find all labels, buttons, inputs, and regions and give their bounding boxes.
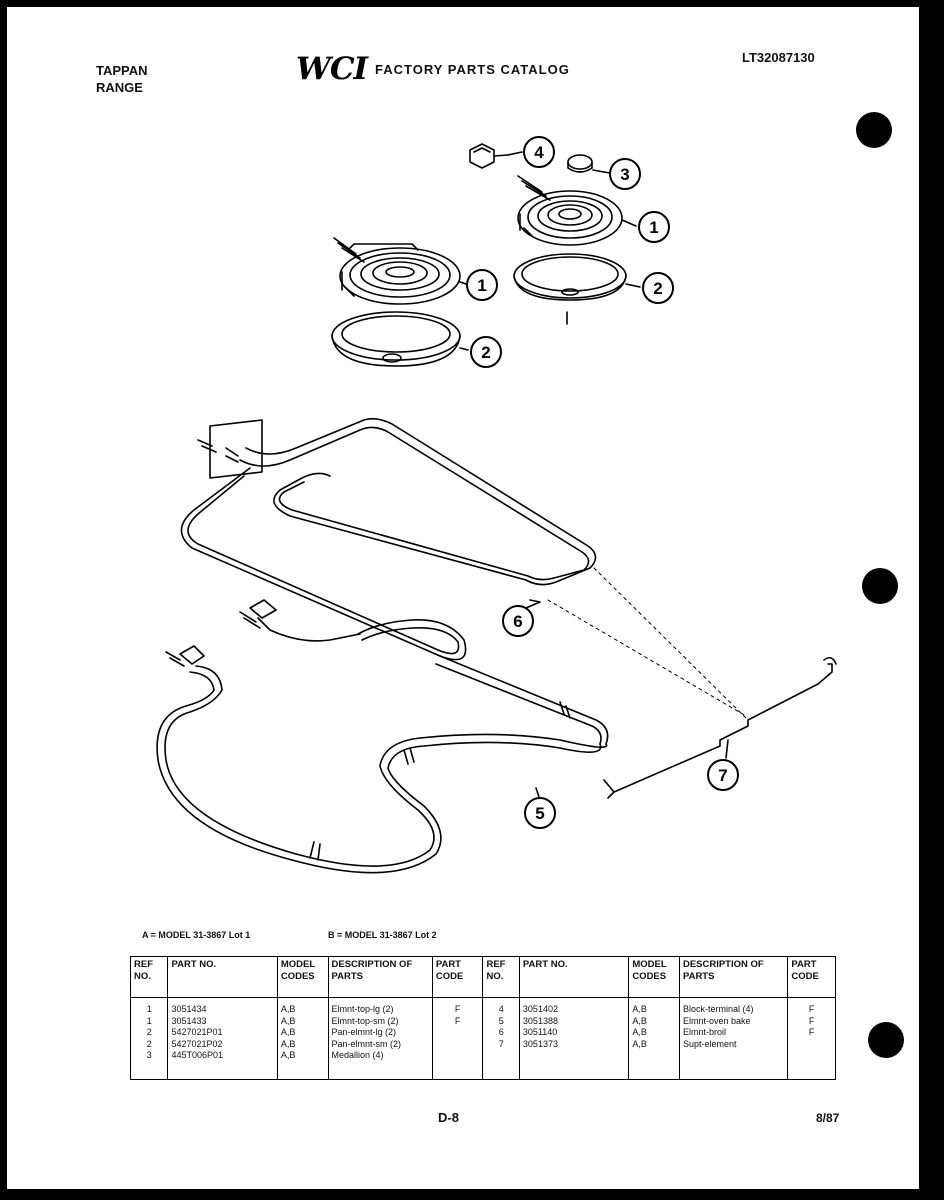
page-number: D-8 bbox=[438, 1110, 459, 1125]
callout-2-left bbox=[471, 337, 501, 367]
svg-text:1: 1 bbox=[649, 218, 659, 237]
ref-column-left: 1 1 2 2 3 bbox=[131, 998, 168, 1080]
svg-text:7: 7 bbox=[718, 766, 728, 785]
callout-5 bbox=[525, 798, 555, 828]
product-type: RANGE bbox=[96, 80, 143, 95]
pcode-column-right: F F F bbox=[788, 998, 836, 1080]
header-model-codes: MODEL CODES bbox=[277, 957, 328, 998]
model-legend-a: A = MODEL 31-3867 Lot 1 bbox=[142, 930, 251, 940]
callout-2-right bbox=[643, 273, 673, 303]
desc-column-left: Elmnt-top-lg (2) Elmnt-top-sm (2) Pan-elmnt-lg (2) Pan-elmnt-sm (2) Medallion (4) bbox=[328, 998, 432, 1080]
desc-column-right: Block-terminal (4) Elmnt-oven bake Elmnt-broil Supt-element bbox=[679, 998, 787, 1080]
table-row bbox=[131, 998, 836, 1080]
pcode-column-left: F F bbox=[432, 998, 483, 1080]
part-column-right: 3051402 3051388 3051140 3051373 bbox=[519, 998, 628, 1080]
drip-pan-small bbox=[514, 254, 640, 324]
codes-column-right: A,B A,B A,B A,B bbox=[629, 998, 680, 1080]
callout-3 bbox=[610, 159, 640, 189]
header-part-code: PART CODE bbox=[788, 957, 836, 998]
binder-hole-bottom bbox=[868, 1022, 904, 1058]
svg-text:3: 3 bbox=[620, 165, 630, 184]
terminal-block-part bbox=[470, 144, 508, 168]
svg-text:1: 1 bbox=[477, 276, 487, 295]
wci-logo: WCI bbox=[296, 51, 367, 87]
svg-text:2: 2 bbox=[481, 343, 491, 362]
svg-text:2: 2 bbox=[653, 279, 663, 298]
surface-element-large bbox=[334, 238, 466, 304]
model-legend-b: B = MODEL 31-3867 Lot 2 bbox=[328, 930, 437, 940]
header-description: DESCRIPTION OF PARTS bbox=[679, 957, 787, 998]
broil-element bbox=[181, 419, 607, 744]
svg-text:4: 4 bbox=[534, 143, 544, 162]
callout-1-left bbox=[467, 270, 497, 300]
part-column-left: 3051434 3051433 5427021P01 5427021P02 445T006P01 bbox=[168, 998, 277, 1080]
header-ref-no: REF NO. bbox=[131, 957, 168, 998]
callout-7 bbox=[708, 760, 738, 790]
svg-text:6: 6 bbox=[513, 612, 523, 631]
header-part-code: PART CODE bbox=[432, 957, 483, 998]
header-model-codes: MODEL CODES bbox=[629, 957, 680, 998]
callout-6 bbox=[503, 606, 533, 636]
parts-table bbox=[130, 956, 836, 1080]
medallion-part bbox=[568, 155, 604, 172]
header-description: DESCRIPTION OF PARTS bbox=[328, 957, 432, 998]
codes-column-left: A,B A,B A,B A,B A,B bbox=[277, 998, 328, 1080]
brand-name: TAPPAN bbox=[96, 63, 148, 78]
revision-date: 8/87 bbox=[816, 1111, 840, 1125]
callout-1-right bbox=[639, 212, 669, 242]
document-number: LT32087130 bbox=[742, 50, 815, 65]
header-ref-no: REF NO. bbox=[483, 957, 519, 998]
svg-text:5: 5 bbox=[535, 804, 545, 823]
ref-column-right: 4 5 6 7 bbox=[483, 998, 519, 1080]
header-part-no: PART NO. bbox=[519, 957, 628, 998]
drip-pan-large bbox=[332, 312, 468, 366]
bake-element bbox=[157, 646, 607, 873]
catalog-title: FACTORY PARTS CATALOG bbox=[375, 61, 570, 77]
callout-4 bbox=[524, 137, 554, 167]
header-part-no: PART NO. bbox=[168, 957, 277, 998]
